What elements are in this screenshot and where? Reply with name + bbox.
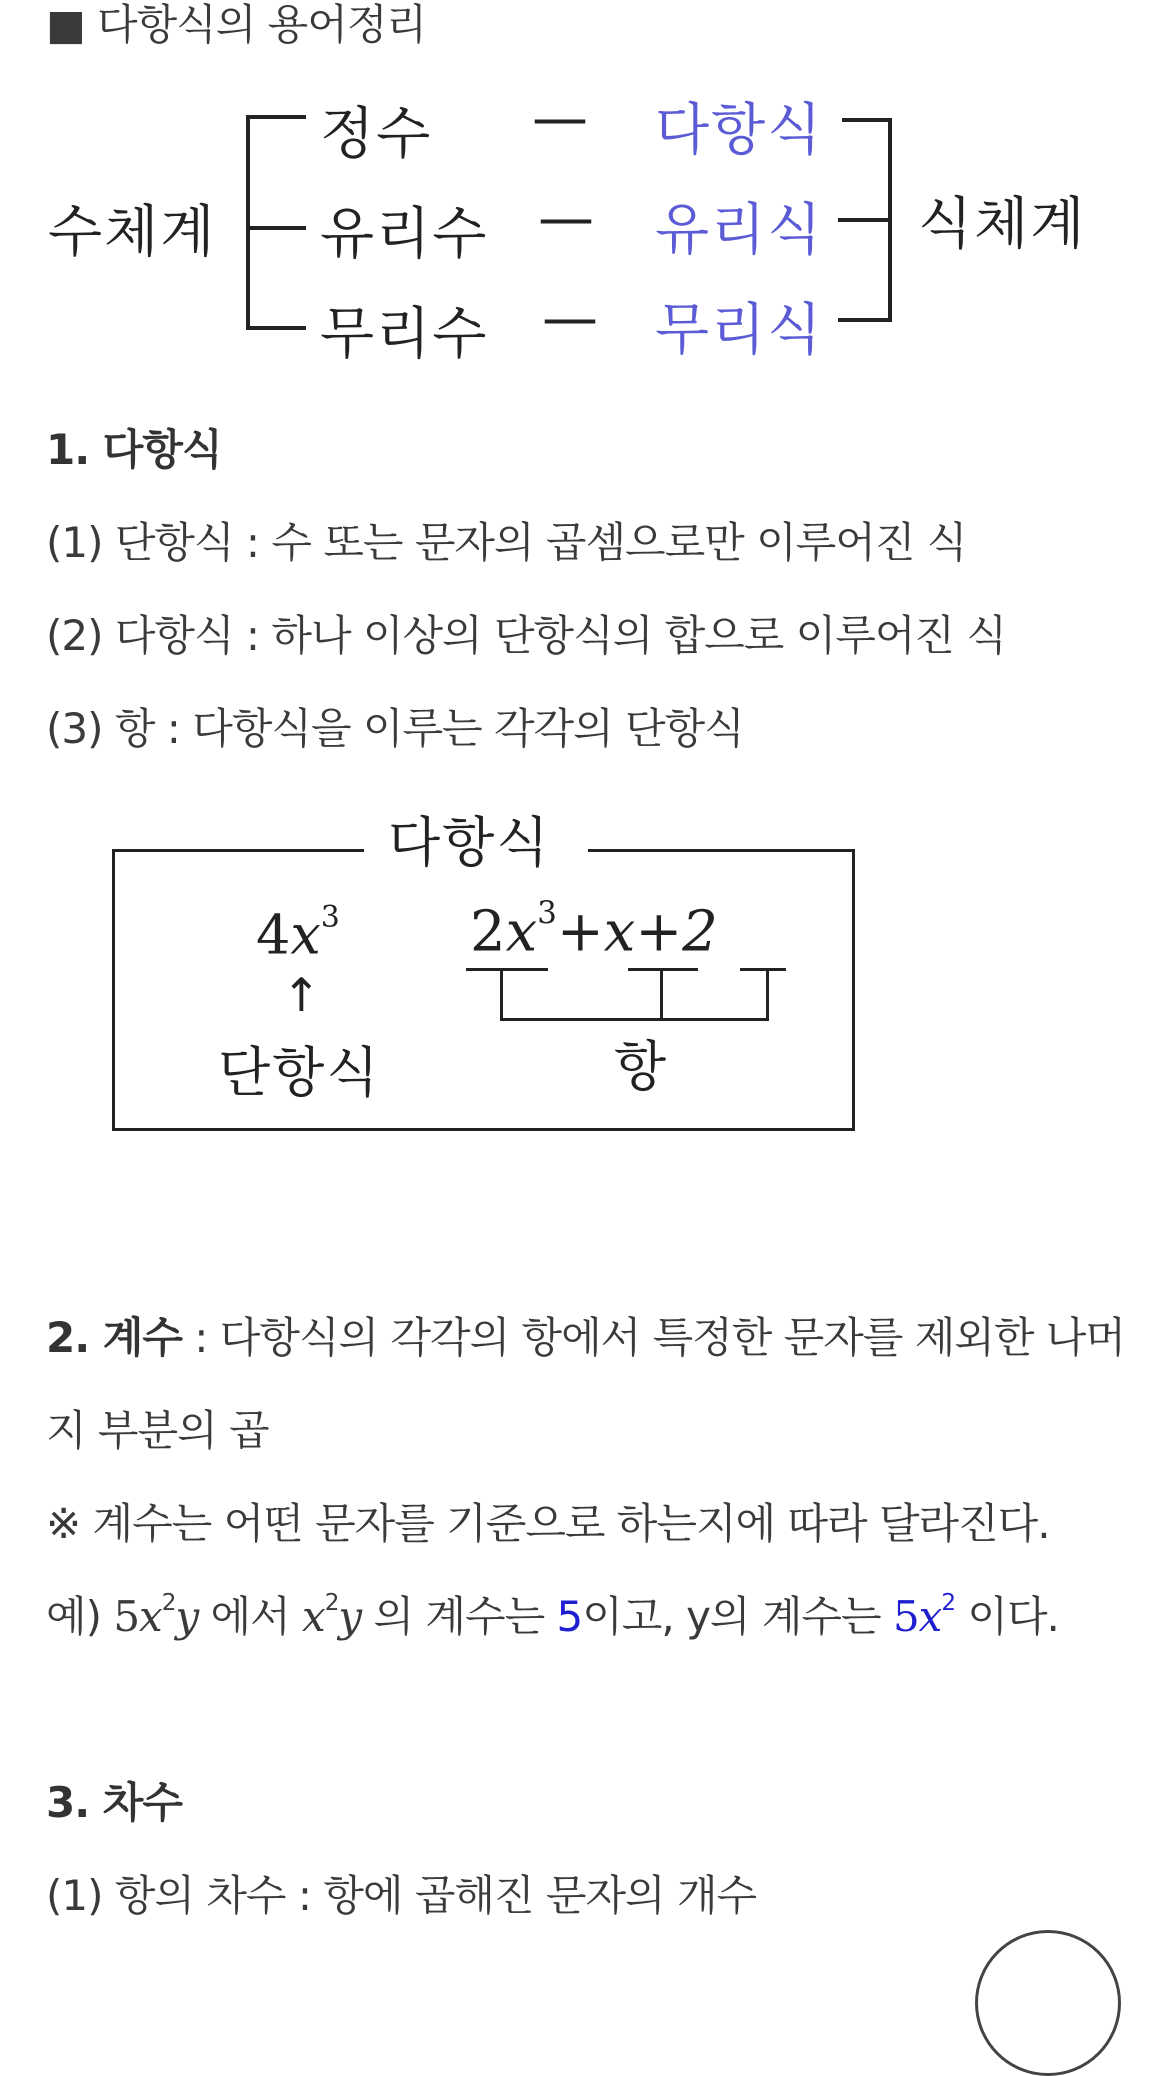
- term-underline-2: [628, 968, 698, 971]
- dash-1: —: [532, 86, 590, 151]
- term-connector-3: [766, 968, 769, 1020]
- term-label: 항: [614, 1035, 669, 1098]
- number-row-3: 무리수: [320, 302, 489, 367]
- expression-system-label: 식체계: [918, 192, 1087, 257]
- definition-monomial: (1) 단항식 : 수 또는 문자의 곱셈으로만 이루어진 식: [46, 518, 967, 567]
- monomial-expression: $4x^3$: [256, 900, 340, 967]
- left-bracket-bottom: [246, 326, 306, 330]
- coefficient-definition-cont: 지 부분의 곱: [46, 1406, 269, 1455]
- definition-polynomial: (2) 다항식 : 하나 이상의 단항식의 합으로 이루어진 식: [46, 611, 1006, 660]
- right-bracket-bottom: [838, 318, 892, 322]
- dash-2: —: [538, 186, 596, 251]
- expression-row-2: 유리식: [655, 198, 824, 263]
- section-title: ■ 다항식의 용어정리: [46, 0, 426, 49]
- term-connector-base: [500, 1018, 769, 1021]
- box-left: [112, 849, 115, 1131]
- coefficient-definition: : 다항식의 각각의 항에서 특정한 문자를 제외한 나머: [181, 1313, 1125, 1362]
- left-bracket: [246, 115, 250, 330]
- degree-definition: (1) 항의 차수 : 항에 곱해진 문자의 개수: [46, 1871, 757, 1920]
- term-underline-3: [740, 968, 786, 971]
- number-system-label: 수체계: [48, 200, 217, 265]
- left-bracket-mid: [246, 226, 306, 230]
- expression-row-1: 다항식: [655, 98, 824, 163]
- box-bottom: [112, 1128, 855, 1131]
- coefficient-line-1: [46, 1305, 1125, 1365]
- coefficient-answer-1: 5: [556, 1592, 583, 1641]
- number-row-2: 유리수: [320, 202, 489, 267]
- polynomial-heading: 1. 다항식: [46, 425, 222, 474]
- left-bracket-top: [246, 115, 306, 119]
- arrow-up-icon: ↑: [282, 968, 321, 1022]
- right-bracket-mid: [838, 218, 892, 222]
- term-connector-1: [500, 968, 503, 1020]
- term-underline-1: [466, 968, 548, 971]
- coefficient-note: ※ 계수는 어떤 문자를 기준으로 하는지에 따라 달라진다.: [46, 1499, 1050, 1548]
- box-title: 다항식: [388, 811, 551, 874]
- expression-row-3: 무리식: [655, 298, 824, 363]
- floating-button[interactable]: [975, 1930, 1121, 2076]
- number-row-1: 정수: [320, 102, 433, 167]
- coefficient-example: 예) $5x^2y$ 에서 $x^2y$ 의 계수는 5이고, y의 계수는 $5x^2$ 이다.: [46, 1590, 1059, 1641]
- right-bracket-top: [842, 118, 892, 122]
- box-top-right: [588, 849, 855, 852]
- definition-term: (3) 항 : 다항식을 이루는 각각의 단항식: [46, 704, 744, 753]
- term-connector-2: [660, 968, 663, 1020]
- dash-3: —: [542, 286, 600, 351]
- coefficient-heading: 2. 계수: [46, 1313, 182, 1362]
- terms-expression: $2x^3+x+2$: [470, 895, 718, 965]
- monomial-label: 단항식: [218, 1041, 381, 1104]
- box-top-left: [112, 849, 364, 852]
- degree-heading: 3. 차수: [46, 1778, 182, 1827]
- box-right: [852, 849, 855, 1131]
